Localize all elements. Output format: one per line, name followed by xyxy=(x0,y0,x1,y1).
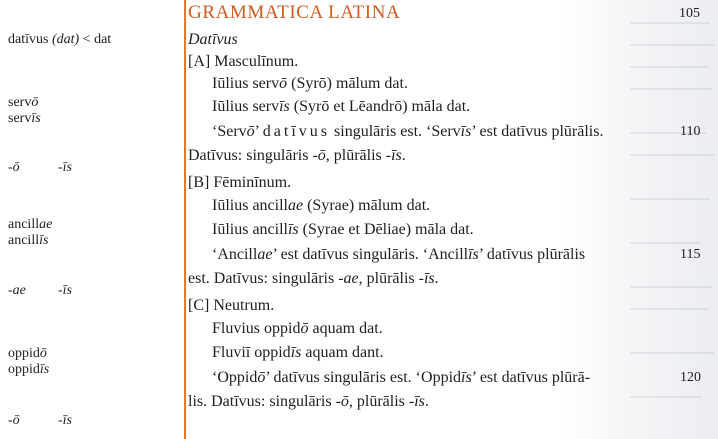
margin-note-dativus: datīvus (dat) < dat xyxy=(8,32,112,47)
rule-line: ‘Servō’ datīvus singulāris est. ‘Servīs’ est datīvus plūrālis. xyxy=(212,123,604,140)
margin-note-ancillis: ancillīs xyxy=(8,233,49,248)
rule-line: est. Datīvus: singulāris -ae, plūrālis -īs. xyxy=(188,270,439,287)
margin-ending-singular-neut: -ō xyxy=(8,413,20,428)
margin-rule xyxy=(184,0,186,439)
margin-ending-plural-neut: -īs xyxy=(58,413,72,428)
margin-ending-plural-masc: -īs xyxy=(58,160,72,175)
example-line: Fluvius oppidō aquam dat. xyxy=(212,320,383,337)
example-line: Iūlius servō (Syrō) mālum dat. xyxy=(212,75,408,92)
margin-note-oppidis: oppidīs xyxy=(8,362,50,377)
page-number: 105 xyxy=(679,6,700,21)
line-number: 115 xyxy=(680,247,701,262)
line-number: 120 xyxy=(680,370,701,385)
section-heading: Datīvus xyxy=(188,31,238,48)
margin-note-oppido: oppidō xyxy=(8,346,47,361)
heading-masculine: [A] Masculīnum. xyxy=(188,53,299,70)
example-line: Iūlius ancillīs (Syrae et Dēliae) māla dat. xyxy=(212,221,474,238)
margin-ending-singular-masc: -ō xyxy=(8,160,20,175)
rule-line: ‘Oppidō’ datīvus singulāris est. ‘Oppidīs’ est datīvus plūrā- xyxy=(212,369,591,386)
rule-line: Datīvus: singulāris -ō, plūrālis -īs. xyxy=(188,147,406,164)
page-header-title: GRAMMATICA LATINA xyxy=(188,2,401,23)
line-number: 110 xyxy=(680,124,701,139)
rule-line: lis. Datīvus: singulāris -ō, plūrālis -īs. xyxy=(188,393,429,410)
rule-line: ‘Ancillae’ est datīvus singulāris. ‘Ancillīs’ datīvus plūrālis xyxy=(212,246,586,263)
margin-ending-singular-fem: -ae xyxy=(8,283,26,298)
heading-feminine: [B] Fēminīnum. xyxy=(188,174,292,191)
example-line: Iūlius ancillae (Syrae) mālum dat. xyxy=(212,197,431,214)
heading-neuter: [C] Neutrum. xyxy=(188,297,275,314)
example-line: Fluviī oppidīs aquam dant. xyxy=(212,344,384,361)
bleed-through-text xyxy=(630,0,718,439)
margin-ending-plural-fem: -īs xyxy=(58,283,72,298)
margin-note-ancillae: ancillae xyxy=(8,217,53,232)
margin-note-servis: servīs xyxy=(8,111,41,126)
margin-note-servo: servō xyxy=(8,95,39,110)
example-line: Iūlius servīs (Syrō et Lēandrō) māla dat. xyxy=(212,98,471,115)
